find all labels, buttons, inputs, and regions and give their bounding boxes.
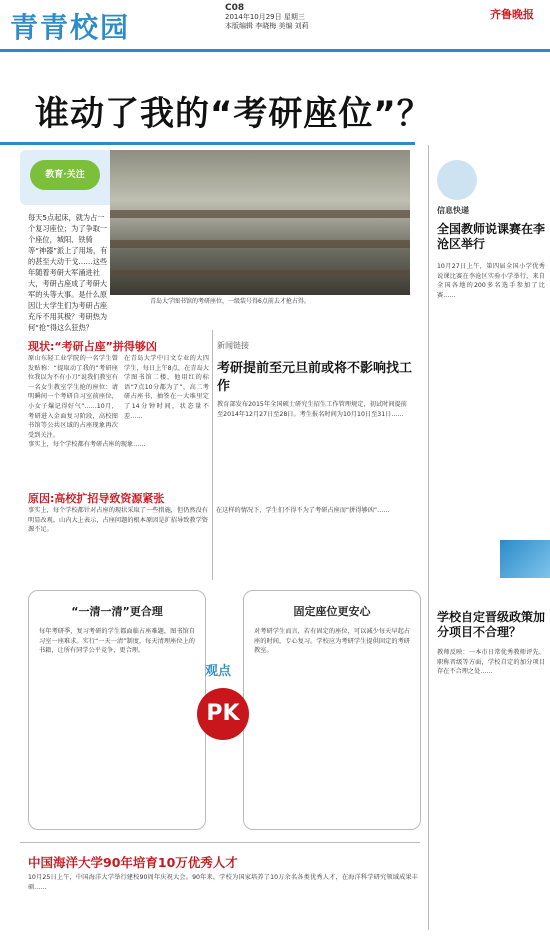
right-heading-1: 全国教师说课赛在李沧区举行 (437, 222, 546, 251)
bottom-divider (20, 842, 420, 843)
pk-right-title: 固定座位更安心 (293, 605, 371, 618)
section-heading-status: 现状:“考研占座”拼得够凶 (28, 340, 157, 353)
pk-badge: PK (197, 688, 249, 740)
headline: 谁动了我的“考研座位”？ (35, 94, 432, 134)
viewpoint-label: 观点 (205, 664, 232, 679)
right-body-2: 教师反映：一本市日常优秀教师评先、职称晋级等方面，学校自定的加分项目存在不合理之处…… (437, 649, 545, 676)
column-divider (212, 330, 213, 580)
pk-left-body: 每年考研季，复习考研的学生都面临占座难题，图书馆自习室一座难求。实行“一天一清”制度，每天清理座位上的书籍，让所有同学公平竞争，更合理。 (39, 628, 195, 655)
photo-caption: 青岛大学图书馆的考研座位，一级装号得6点前去才抢占得。 (150, 298, 310, 305)
section-heading-reason: 原因:高校扩招导致资源紧张 (28, 492, 165, 505)
bottom-body: 10月25日上午，中国海洋大学举行建校90周年庆祝大会。90年来，学校为国家培养了10万余名各类优秀人才，在海洋科学研究领域成果丰硕…… (28, 874, 418, 891)
news-link-body: 教育部发布2015年全国硕士研究生招生工作管理规定，初试时间提前至2014年12月27日至28日。考生报名时间为10月10日至31日…… (217, 401, 407, 418)
news-photo (110, 150, 410, 295)
section-body: 原山东轻工业学院的一名学生曾发贴称：“提取动了我的”考研座位我以为不有小刀“说我们教室有一名女生教室学生抢的座位：请明瞬间一个考研自习室前座位，小女子爆记得好气”……10月，考研进入金面复习阶段，高校图书馆等公共区域的占座现象再次受到关注。 (28, 355, 118, 439)
section-body: 在这样的情况下，学生们不得不为了考研占座而“拼得够凶”…… (216, 507, 390, 514)
right-heading-2: 学校自定晋级政策加分项目不合理？ (437, 610, 546, 639)
publish-date: 2014年10月29日 星期三 (225, 13, 305, 21)
right-body-1: 10月27日上午，第四届全国小学优秀说课比赛在李沧区实验小学举行，来自全国各地的200多名选手参加了比赛…… (437, 263, 545, 299)
news-link-tag: 新闻链接 (217, 341, 249, 350)
right-column-divider (428, 145, 429, 930)
bottom-headline: 中国海洋大学90年培育10万优秀人才 (28, 855, 238, 870)
news-link-heading: 考研提前至元旦前或将不影响找工作 (217, 361, 413, 394)
pk-right-box (243, 590, 421, 830)
masthead-info (225, 4, 309, 31)
editors: 本版编辑 李晓梅 美编 刘莉 (225, 22, 309, 30)
pk-left-box (28, 590, 206, 830)
intro-text: 每天5点起床，就为占一个复习座位；为了争取一个座位，城阳、铁骑等“神器”派上了用场，有的甚至大动干戈……这些年随着考研大军涌进社大，考研占座成了考研大军的头等大事。是什么原因让大学生们为考研占座充斥不用其极？考研热为何“抢”得这么狂热？ (28, 213, 108, 332)
divider (0, 142, 415, 145)
pk-left-title: “一清一清”更合理 (71, 605, 163, 618)
newspaper-logo: 齐鲁晚报 (490, 8, 534, 21)
tag-badge: 教育·关注 (30, 160, 100, 190)
section-title: 青青校园 (10, 11, 131, 44)
decoration-graphic (500, 540, 550, 578)
info-tag: 信息快递 (437, 206, 469, 215)
section-body: 在青岛大学中日文专业的大四学生，每日上午8点，在青岛大学图书馆二楼，他用红的标语“7点10分都为了”，高二考研占座书，抽签在一大堆里定了14分钟时间，状态量不差…… (124, 355, 209, 420)
section-body: 事实上，每个学校都针对占座的现状采取了一些措施，但仍然没有明显改观。山内大上表示，占座问题的根本原因是扩招导致教学资源不足。 (28, 507, 208, 534)
page-code: C08 (225, 3, 245, 13)
info-icon (437, 160, 477, 200)
section-body: 事实上，每个学校都有考研占座的现象…… (28, 441, 146, 448)
pk-right-body: 对考研学生而言，若有固定的座位，可以减少每天早起占座的时间，专心复习。学校应为考研学生提供固定的考研教室。 (254, 628, 410, 655)
